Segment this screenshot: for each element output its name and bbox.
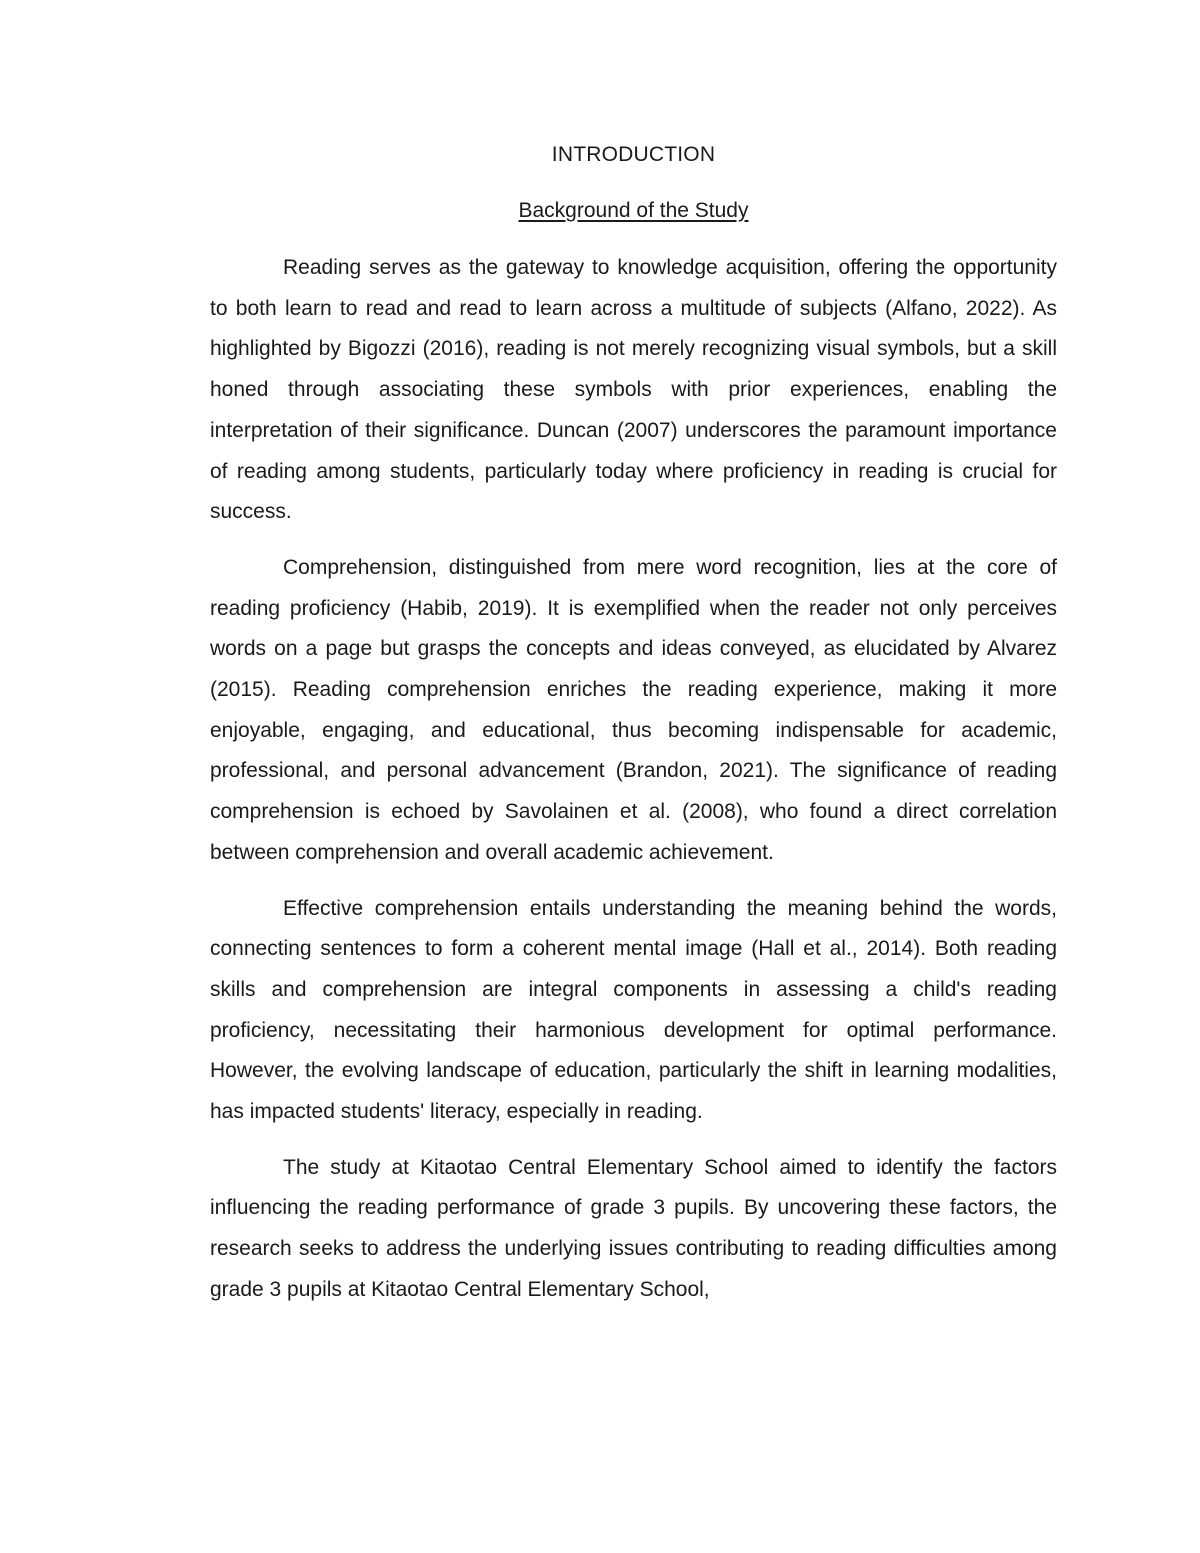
paragraph-3: Effective comprehension entails understanding the meaning behind the words, connecting sentences to form a coherent mental image (Hall et al., 2014). Both reading skills and comprehension are integral components in assessing a child's reading proficiency, necessitating their harmonious development for optimal performance. However, the evolving landscape of education, particularly the shift in learning modalities, has impacted students' literacy, especially in reading. [210,896,1057,1124]
paragraph-2: Comprehension, distinguished from mere word recognition, lies at the core of reading proficiency (Habib, 2019). It is exemplified when the reader not only perceives words on a page but grasps the concepts and ideas conveyed, as elucidated by Alvarez (2015). Reading comprehension enriches the reading experience, making it more enjoyable, engaging, and educational, thus becoming indispensable for academic, professional, and personal advancement (Brandon, 2021). The significance of reading comprehension is echoed by Savolainen et al. (2008), who found a direct correlation between comprehension and overall academic achievement. [210,555,1057,864]
document-body [210,140,1057,1326]
paragraph-1: Reading serves as the gateway to knowledge acquisition, offering the opportunity to both learn to read and read to learn across a multitude of subjects (Alfano, 2022). As highlighted by Bigozzi (2016), reading is not merely recognizing visual symbols, but a skill honed through associating these symbols with prior experiences, enabling the interpretation of their significance. Duncan (2007) underscores the paramount importance of reading among students, particularly today where proficiency in reading is crucial for success. [210,256,1057,524]
page-title: INTRODUCTION [551,143,716,166]
section-heading: Background of the Study [518,199,749,222]
paragraph-4: The study at Kitaotao Central Elementary School aimed to identify the factors influencing the reading performance of grade 3 pupils. By uncovering these factors, the research seeks to address the underlying issues contributing to reading difficulties among grade 3 pupils at Kitaotao Central Elementary School, [210,1155,1057,1301]
